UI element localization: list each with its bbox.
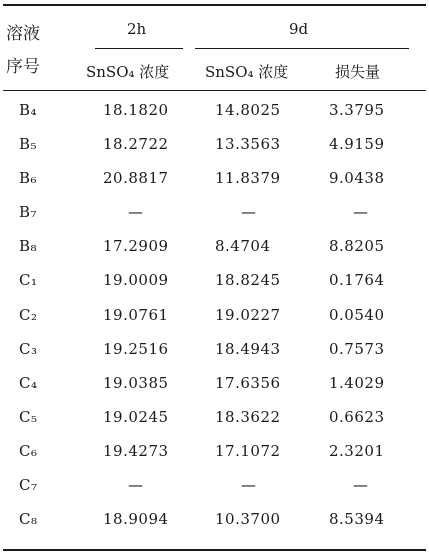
solution-id: B₆ xyxy=(19,169,38,188)
table-top-rule xyxy=(3,4,426,6)
group-header-9d: 9d xyxy=(289,20,309,38)
cell-9d-loss: 8.8205 xyxy=(329,237,385,256)
cell-9d-loss: 4.9159 xyxy=(329,135,385,154)
cell-9d-loss: 9.0438 xyxy=(329,169,385,188)
column-header-9d-concentration: SnSO₄ 浓度 xyxy=(205,63,289,81)
cell-2h-concentration: 19.4273 xyxy=(103,441,169,460)
table-row xyxy=(0,470,429,504)
solution-id: C₆ xyxy=(19,441,38,460)
cell-9d-loss: 0.7573 xyxy=(329,339,385,358)
cell-9d-concentration: — xyxy=(241,476,256,495)
cell-2h-concentration: — xyxy=(128,476,143,495)
solution-id: C₂ xyxy=(19,305,38,324)
group-header-2h: 2h xyxy=(127,20,147,38)
cell-9d-concentration: 18.3622 xyxy=(215,407,281,426)
solution-id: C₅ xyxy=(19,407,38,426)
cell-9d-loss: 0.0540 xyxy=(329,305,385,324)
table-row xyxy=(0,231,429,265)
solution-id: C₇ xyxy=(19,476,38,495)
cell-9d-concentration: 18.8245 xyxy=(215,271,281,290)
row-label-header-line1: 溶液 xyxy=(6,24,40,44)
column-header-2h-concentration: SnSO₄ 浓度 xyxy=(86,63,170,81)
cell-2h-concentration: 18.2722 xyxy=(103,135,169,154)
table-row xyxy=(0,504,429,538)
cell-9d-loss: 3.3795 xyxy=(329,101,385,119)
table-row xyxy=(0,95,429,129)
cell-9d-concentration: 18.4943 xyxy=(215,339,281,358)
solution-id: B₈ xyxy=(19,237,38,256)
cell-9d-loss: 0.6623 xyxy=(329,407,385,426)
table-row xyxy=(0,197,429,231)
table-row xyxy=(0,300,429,334)
table-row xyxy=(0,265,429,299)
table-body xyxy=(0,95,429,538)
cell-2h-concentration: 18.9094 xyxy=(103,510,169,529)
solution-id: C₈ xyxy=(19,510,38,529)
cell-9d-loss: 2.3201 xyxy=(329,441,385,460)
cell-9d-concentration: 17.1072 xyxy=(215,441,281,460)
cell-9d-loss: 0.1764 xyxy=(329,271,385,290)
cell-2h-concentration: 19.0385 xyxy=(103,373,169,392)
header-bottom-rule xyxy=(3,90,426,91)
solution-id: B₅ xyxy=(19,135,38,154)
cell-9d-concentration: 10.3700 xyxy=(215,510,281,529)
cell-2h-concentration: 17.2909 xyxy=(103,237,169,256)
table-bottom-rule xyxy=(3,549,426,551)
solution-id: B₄ xyxy=(19,101,38,119)
cell-2h-concentration: 19.0245 xyxy=(103,407,169,426)
cell-9d-loss: 8.5394 xyxy=(329,510,385,529)
group-underline-9d xyxy=(195,48,409,49)
table-row xyxy=(0,334,429,368)
cell-9d-loss: 1.4029 xyxy=(329,373,385,392)
column-header-9d-loss: 损失量 xyxy=(335,63,381,81)
cell-2h-concentration: 19.0009 xyxy=(103,271,169,290)
solution-id: C₃ xyxy=(19,339,38,358)
cell-2h-concentration: — xyxy=(128,203,143,222)
cell-9d-concentration: 14.8025 xyxy=(215,101,281,119)
table-row xyxy=(0,402,429,436)
cell-2h-concentration: 19.0761 xyxy=(103,305,169,324)
cell-2h-concentration: 20.8817 xyxy=(103,169,169,188)
cell-9d-loss: — xyxy=(353,203,368,222)
cell-2h-concentration: 18.1820 xyxy=(103,101,169,119)
solution-id: C₄ xyxy=(19,373,38,392)
cell-9d-concentration: 13.3563 xyxy=(215,135,281,154)
table-row xyxy=(0,368,429,402)
cell-2h-concentration: 19.2516 xyxy=(103,339,169,358)
solution-id: C₁ xyxy=(19,271,38,290)
cell-9d-loss: — xyxy=(353,476,368,495)
cell-9d-concentration: — xyxy=(241,203,256,222)
table-row xyxy=(0,436,429,470)
table-row xyxy=(0,163,429,197)
cell-9d-concentration: 8.4704 xyxy=(215,237,271,256)
row-label-header-line2: 序号 xyxy=(6,57,40,77)
table-row xyxy=(0,129,429,163)
group-underline-2h xyxy=(95,48,183,49)
cell-9d-concentration: 11.8379 xyxy=(215,169,281,188)
cell-9d-concentration: 17.6356 xyxy=(215,373,281,392)
solution-id: B₇ xyxy=(19,203,38,222)
cell-9d-concentration: 19.0227 xyxy=(215,305,281,324)
